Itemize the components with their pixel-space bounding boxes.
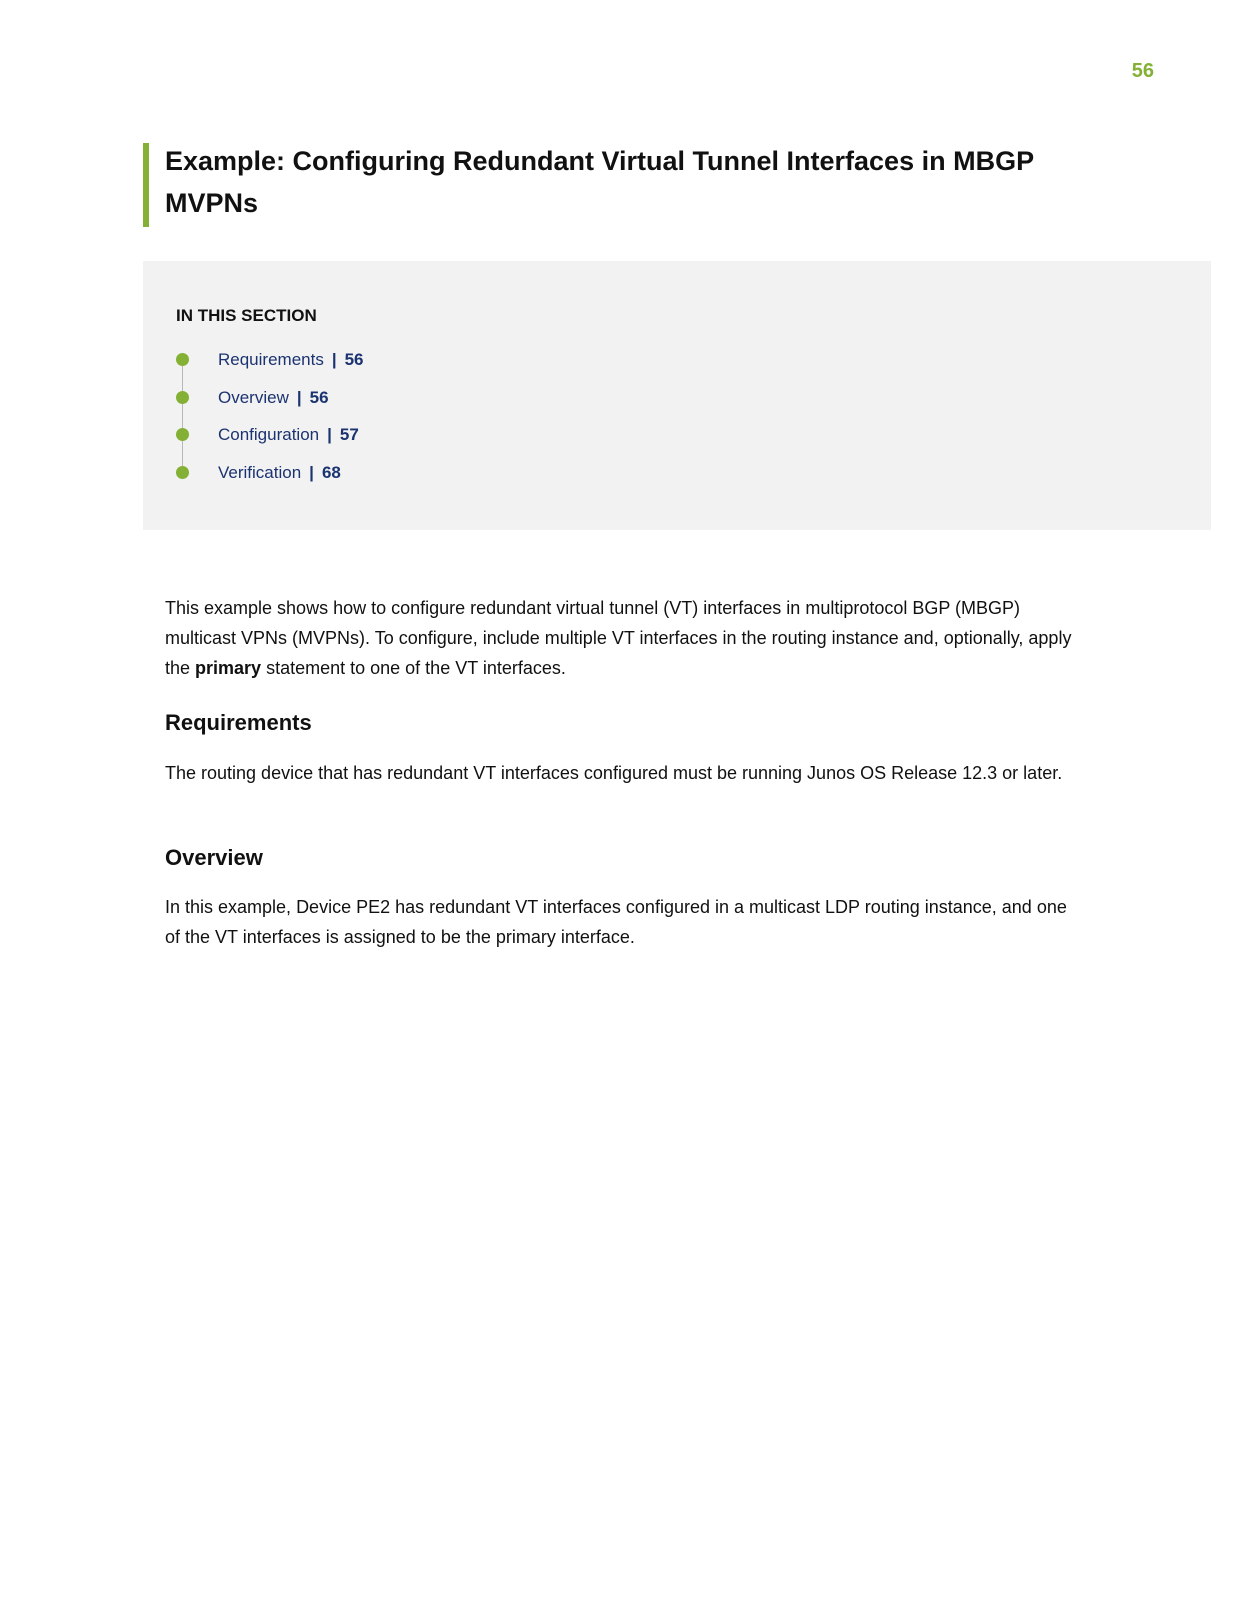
toc-separator: | bbox=[296, 387, 302, 407]
bullet-dot-icon bbox=[176, 466, 189, 479]
requirements-heading: Requirements bbox=[165, 710, 312, 735]
intro-text-before: This example shows how to configure redundant virtual tunnel (VT) interfaces in multiprotocol BGP (MBGP) multicast VPNs (MVPNs). To configure, include multiple VT interfaces in the routing instance and, optionally, apply the bbox=[165, 598, 1072, 678]
toc-link[interactable] bbox=[218, 460, 341, 486]
toc-separator: | bbox=[331, 350, 337, 369]
page-number: 56 bbox=[1131, 60, 1154, 82]
toc-link[interactable] bbox=[218, 422, 359, 448]
toc-page-number[interactable]: 68 bbox=[321, 462, 341, 482]
intro-text-after: statement to one of the VT interfaces. bbox=[261, 658, 566, 678]
overview-heading: Overview bbox=[165, 845, 263, 870]
bullet-dot-icon bbox=[176, 391, 189, 404]
title-block bbox=[143, 143, 1065, 227]
overview-paragraph: In this example, Device PE2 has redundant VT interfaces configured in a multicast LDP routing instance, and one of the VT interfaces is assigned to be the primary interface. bbox=[165, 897, 1067, 947]
toc-label[interactable]: Overview bbox=[218, 387, 289, 407]
in-this-section-box bbox=[143, 261, 1211, 530]
toc-page-number[interactable]: 56 bbox=[309, 387, 329, 407]
bullet-dot-icon bbox=[176, 353, 189, 366]
page-title: Example: Configuring Redundant Virtual Tunnel Interfaces in MBGP MVPNs bbox=[165, 146, 1034, 218]
toc-separator: | bbox=[309, 462, 314, 482]
toc-page-number[interactable]: 56 bbox=[344, 350, 364, 369]
requirements-paragraph: The routing device that has redundant VT interfaces configured must be running Junos OS Release 12.3 or later. bbox=[165, 763, 1063, 783]
bullet-dot-icon bbox=[176, 428, 189, 441]
in-this-section-heading: IN THIS SECTION bbox=[176, 306, 317, 325]
intro-bold-keyword: primary bbox=[195, 658, 262, 678]
toc-label[interactable]: Requirements bbox=[218, 350, 324, 369]
toc-link[interactable] bbox=[218, 347, 364, 373]
toc-label[interactable]: Verification bbox=[218, 462, 302, 482]
intro-paragraph bbox=[165, 593, 1075, 683]
toc-connector-line bbox=[182, 359, 183, 472]
toc-page-number[interactable]: 57 bbox=[339, 425, 359, 444]
toc-link[interactable] bbox=[218, 385, 329, 411]
toc-separator: | bbox=[327, 425, 332, 444]
toc-label[interactable]: Configuration bbox=[218, 425, 320, 444]
